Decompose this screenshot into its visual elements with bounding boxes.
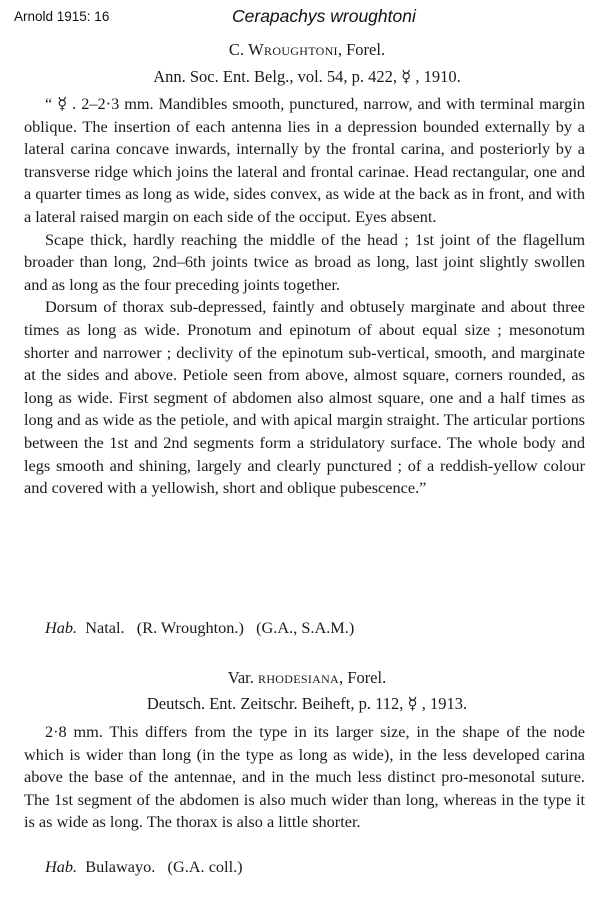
variety-name: rhodesiana — [258, 668, 340, 687]
species-author: , Forel. — [337, 40, 386, 59]
variety-citation: Deutsch. Ent. Zeitschr. Beiheft, p. 112, ☿ , 1913. — [146, 694, 468, 713]
species-hab-label: Hab. — [45, 618, 78, 637]
header-taxon-name: Cerapachys wroughtoni — [232, 6, 416, 26]
species-description — [24, 93, 585, 500]
species-paragraph-1: “ ☿ . 2–2·3 mm. Mandibles smooth, punctured, narrow, and with terminal margin oblique. The insertion of each antenna lies in a depression bounded externally by a lateral carina concave inwards, internally by the frontal carina, and posteriorly by a transverse ridge which joins the lateral and frontal carinae. Head rectangular, one and a quarter times as long as wide, sides convex, as wide at the back as in front, and with a lateral raised margin on each side of the occiput. Eyes absent. — [24, 94, 585, 226]
species-name-prefix: C. — [228, 40, 249, 59]
variety-hab-text: Bulawayo. (G.A. coll.) — [77, 857, 243, 876]
variety-description — [24, 721, 585, 834]
species-paragraph-2: Scape thick, hardly reaching the middle of the head ; 1st joint of the flagellum broader than long, 2nd–6th joints twice as broad as long, last joint slightly swollen and as long as the four preceding joints together. — [24, 229, 585, 294]
species-citation: Ann. Soc. Ent. Belg., vol. 54, p. 422, ☿ , 1910. — [153, 67, 461, 86]
variety-hab-label: Hab. — [45, 857, 78, 876]
variety-habitat — [45, 857, 243, 877]
variety-name-prefix: Var. — [227, 668, 259, 687]
species-name: Wroughtoni — [248, 40, 338, 59]
species-habitat — [45, 618, 354, 638]
variety-heading — [0, 668, 614, 688]
species-paragraph-3: Dorsum of thorax sub-depressed, faintly and obtusely marginate and about three times as long as wide. Pronotum and epinotum of about equal size ; mesonotum shorter and narrower ; declivity of the epinotum sub-vertical, smooth, and marginate at the sides and above. Petiole seen from above, almost square, corners rounded, as long as wide. First segment of abdomen also almost square, one and a half times as long and as wide as the petiole, and with apical margin straight. The articular portions between the 1st and 2nd segments form a stridulatory surface. The whole body and legs smooth and shining, largely and clearly punctured ; of a reddish-yellow colour and covered with a yellowish, short and oblique pubescence.” — [24, 297, 585, 498]
species-heading — [0, 40, 614, 60]
variety-author: , Forel. — [339, 668, 387, 687]
species-hab-text: Natal. (R. Wroughton.) (G.A., S.A.M.) — [77, 618, 355, 637]
header-source: Arnold 1915: 16 — [14, 9, 110, 24]
variety-paragraph: 2·8 mm. This differs from the type in its larger size, in the shape of the node which is wider than long (in the type as long as wide), in the less developed carina above the base of the antennae, and in the much less distinct pro-mesonotal suture. The 1st segment of the abdomen is also much wider than long, whereas in the type it is as wide as long. The thorax is also a little shorter. — [24, 722, 585, 832]
